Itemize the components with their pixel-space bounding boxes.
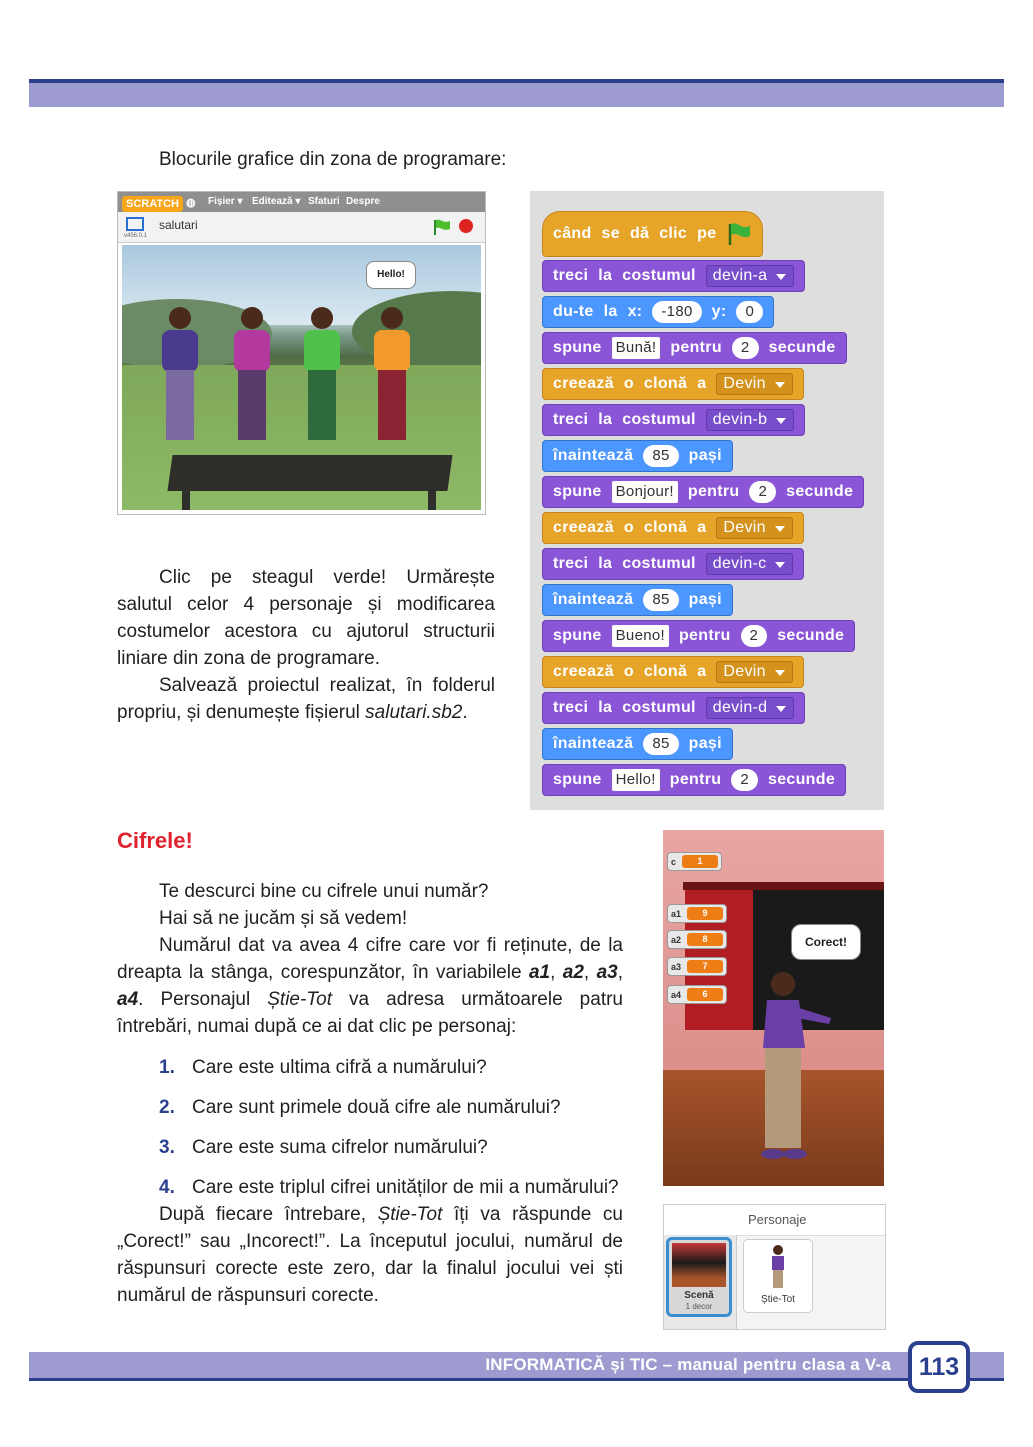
block-word: clic	[659, 225, 688, 242]
four-characters	[142, 300, 442, 450]
block-word: înaintează	[553, 735, 634, 752]
say-text-input[interactable]: Bună!	[612, 337, 661, 359]
say-text-input[interactable]: Bueno!	[612, 625, 669, 647]
block-word: o	[623, 519, 634, 536]
question-number: 4.	[159, 1177, 175, 1198]
question-text: Care este ultima cifră a numărului?	[192, 1057, 487, 1078]
var-name: a3	[596, 962, 618, 983]
scratch-stage-screenshot	[117, 191, 486, 515]
var-name: a2	[562, 962, 584, 983]
code-blocks-panel	[530, 191, 884, 810]
speech-bubble: Corect!	[791, 924, 861, 960]
block-word: creează	[553, 519, 614, 536]
create-clone-block[interactable]	[542, 512, 804, 544]
secs-input[interactable]: 2	[732, 337, 759, 359]
block-word: pentru	[669, 771, 722, 788]
block-word: costumul	[622, 699, 696, 716]
question-text: Care sunt primele două cifre ale numărului?	[192, 1097, 561, 1118]
clone-dropdown[interactable]: Devin	[716, 517, 792, 539]
var-name: a1	[528, 962, 551, 983]
block-word: secunde	[768, 771, 836, 788]
block-word: înaintează	[553, 447, 634, 464]
question-item	[117, 1054, 623, 1081]
scene-sublabel: 1 decor	[685, 1302, 713, 1311]
var-label: a3	[671, 961, 682, 972]
block-word: la	[598, 555, 613, 572]
steps-input[interactable]: 85	[643, 733, 678, 755]
block-word: clonă	[643, 663, 688, 680]
block-word: x:	[627, 303, 643, 320]
text-run: va adresa următoarele patru întrebări, numai după ce ai dat clic pe personaj:	[117, 989, 623, 1037]
block-word: clonă	[643, 375, 688, 392]
question-item	[117, 1174, 623, 1201]
question-text: Care este suma cifrelor numărului?	[192, 1137, 488, 1158]
question-text: Care este triplul cifrei unităților de mii a numărului?	[192, 1177, 619, 1198]
cif-paragraph-3	[117, 932, 623, 1040]
costume-dropdown[interactable]: devin-c	[706, 553, 794, 575]
move-steps-block[interactable]	[542, 440, 733, 472]
menu-edit[interactable]: Editează ▾	[252, 196, 301, 207]
block-word: spune	[553, 339, 602, 356]
sprites-header: Personaje	[748, 1212, 807, 1227]
var-label: c	[671, 856, 677, 867]
switch-costume-block[interactable]	[542, 404, 805, 436]
character-magenta	[234, 307, 270, 440]
character-purple	[162, 307, 198, 440]
block-word: creează	[553, 375, 614, 392]
var-label: a2	[671, 934, 682, 945]
say-text-input[interactable]: Hello!	[612, 769, 660, 791]
block-word: costumul	[622, 555, 696, 572]
block-word: pentru	[687, 483, 740, 500]
cif-paragraph-4	[117, 1201, 623, 1309]
scene-column	[664, 1235, 737, 1329]
stie-tot-character[interactable]	[753, 968, 843, 1168]
cif-paragraph-2: Hai să ne jucăm și să vedem!	[159, 908, 408, 929]
block-word: pași	[688, 735, 722, 752]
question-number: 3.	[159, 1137, 175, 1158]
block-word: secunde	[786, 483, 854, 500]
block-word: du-te	[553, 303, 594, 320]
sprites-header-bar	[664, 1205, 885, 1236]
character-orange	[374, 307, 410, 440]
move-steps-block[interactable]	[542, 728, 733, 760]
intro-text: Blocurile grafice din zona de programare:	[159, 149, 507, 170]
questions-list	[117, 1054, 623, 1201]
block-word: spune	[553, 771, 602, 788]
question-item	[117, 1134, 623, 1161]
block-word: la	[598, 699, 613, 716]
variable-monitor	[667, 904, 727, 923]
character-name: Știe-Tot	[377, 1204, 443, 1225]
globe-icon[interactable]: ◍	[186, 197, 196, 209]
costume-dropdown[interactable]: devin-d	[706, 697, 795, 719]
block-word: la	[598, 267, 613, 284]
say-for-secs-block[interactable]	[542, 476, 864, 508]
block-word: a	[697, 519, 707, 536]
footer-rule	[29, 1378, 1004, 1381]
block-word: costumul	[622, 411, 696, 428]
var-label: a4	[671, 989, 682, 1000]
menu-tips[interactable]: Sfaturi	[308, 196, 340, 207]
block-word: se	[601, 225, 620, 242]
say-for-secs-block[interactable]	[542, 332, 847, 364]
block-word: creează	[553, 663, 614, 680]
block-word: pe	[697, 225, 717, 242]
scratch-logo: SCRATCH	[122, 196, 183, 212]
block-word: înaintează	[553, 591, 634, 608]
block-word: o	[623, 663, 634, 680]
page-number: 113	[908, 1341, 970, 1393]
question-number: 1.	[159, 1057, 175, 1078]
cifrele-body	[117, 878, 623, 1309]
sprite-image	[766, 1244, 790, 1290]
block-word: pentru	[678, 627, 731, 644]
quiz-stage-screenshot	[663, 830, 884, 1186]
when-flag-clicked-block[interactable]	[542, 211, 763, 257]
say-for-secs-block[interactable]	[542, 764, 846, 796]
create-clone-block[interactable]	[542, 656, 804, 688]
header-band	[29, 83, 1004, 107]
var-value: 9	[687, 907, 723, 920]
menu-file[interactable]: Fișier ▾	[208, 196, 243, 207]
block-word: treci	[553, 411, 589, 428]
move-steps-block[interactable]	[542, 584, 733, 616]
question-item	[117, 1094, 623, 1121]
bench-leg	[428, 491, 436, 510]
variable-monitor	[667, 852, 722, 871]
para-click-flag: Clic pe steagul verde! Urmărește salutul celor 4 personaje și modificarea costumelor acestora cu ajutorul structurii liniare din zona de programare.	[117, 567, 495, 669]
stage-toolbar	[118, 212, 485, 243]
bench-leg	[182, 491, 190, 510]
fullscreen-icon[interactable]	[126, 217, 144, 231]
block-word: o	[623, 375, 634, 392]
scene-image	[672, 1243, 726, 1287]
block-word: a	[697, 663, 707, 680]
text-run: ,	[617, 962, 623, 983]
variable-monitor	[667, 930, 727, 949]
project-title[interactable]: salutari	[159, 218, 198, 232]
say-text-input[interactable]: Bonjour!	[612, 481, 678, 503]
costume-dropdown[interactable]: devin-b	[706, 409, 795, 431]
switch-costume-block[interactable]	[542, 548, 804, 580]
block-word: pentru	[670, 339, 722, 356]
character-name: Știe-Tot	[267, 989, 333, 1010]
block-word: treci	[553, 267, 589, 284]
block-word: când	[553, 225, 592, 242]
create-clone-block[interactable]	[542, 368, 804, 400]
block-word: y:	[711, 303, 727, 320]
text-run: îți va răspunde cu „Corect!” sau „Incorect!”. La începutul jocului, numărul de răspunsuri corecte este zero, dar la finalul jocului vei ști numărul de răspunsuri corecte.	[117, 1204, 623, 1306]
costume-dropdown[interactable]: devin-a	[706, 265, 795, 287]
var-value: 6	[687, 988, 723, 1001]
secs-input[interactable]: 2	[741, 625, 768, 647]
footer-title: INFORMATICĂ și TIC – manual pentru clasa a V-a	[485, 1355, 891, 1374]
block-word: spune	[553, 627, 602, 644]
block-word: secunde	[768, 339, 836, 356]
speech-bubble: Hello!	[366, 261, 416, 289]
text-run: .	[462, 702, 468, 723]
x-input[interactable]: -180	[652, 301, 701, 323]
block-word: pași	[688, 591, 722, 608]
stop-icon[interactable]	[459, 219, 473, 233]
sprite-label: Știe-Tot	[761, 1294, 795, 1305]
block-word: treci	[553, 555, 589, 572]
steps-input[interactable]: 85	[643, 445, 678, 467]
block-word: a	[697, 375, 707, 392]
version-label: v456.0.1	[124, 233, 148, 239]
variable-monitor	[667, 957, 727, 976]
text-run: Numărul dat va avea 4 cifre care vor fi reținute, de la dreapta la stânga, corespunzător, în variabilele	[117, 935, 623, 983]
text-run: Salvează proiectul realizat, în folderul propriu, și denumește fișierul	[117, 675, 495, 723]
block-word: la	[598, 411, 613, 428]
scratch-menubar	[118, 192, 485, 212]
switch-costume-block[interactable]	[542, 692, 805, 724]
green-flag-icon	[726, 222, 752, 246]
clone-dropdown[interactable]: Devin	[716, 373, 792, 395]
block-word: secunde	[777, 627, 845, 644]
secs-input[interactable]: 2	[731, 769, 758, 791]
cif-paragraph-1: Te descurci bine cu cifrele unui număr?	[159, 881, 489, 902]
curtain-rod	[683, 882, 884, 890]
go-to-xy-block[interactable]	[542, 296, 774, 328]
green-flag-icon[interactable]	[432, 218, 452, 236]
var-value: 8	[687, 933, 723, 946]
sprites-panel	[663, 1204, 886, 1330]
sprite-thumbnail[interactable]	[743, 1239, 813, 1313]
block-word: dă	[629, 225, 650, 242]
steps-input[interactable]: 85	[643, 589, 678, 611]
file-name: salutari.sb2	[365, 702, 463, 723]
section-title: Cifrele!	[117, 828, 193, 853]
instruction-paragraph	[117, 564, 495, 726]
text-run: . Personajul	[138, 989, 268, 1010]
para-save	[117, 672, 495, 726]
block-word: treci	[553, 699, 589, 716]
clone-dropdown[interactable]: Devin	[716, 661, 792, 683]
bench	[167, 455, 452, 491]
y-input[interactable]: 0	[736, 301, 763, 323]
say-for-secs-block[interactable]	[542, 620, 855, 652]
variable-monitor	[667, 985, 727, 1004]
scene-thumbnail[interactable]	[666, 1237, 732, 1317]
scene-label: Scenă	[684, 1290, 714, 1301]
block-word: la	[603, 303, 618, 320]
secs-input[interactable]: 2	[749, 481, 776, 503]
text-run: ,	[550, 962, 563, 983]
stage-scene	[122, 245, 481, 510]
block-word: clonă	[643, 519, 688, 536]
block-word: costumul	[622, 267, 696, 284]
menu-about[interactable]: Despre	[346, 196, 380, 207]
block-word: spune	[553, 483, 602, 500]
var-value: 1	[682, 855, 718, 868]
block-word: pași	[688, 447, 722, 464]
var-value: 7	[687, 960, 723, 973]
var-label: a1	[671, 908, 682, 919]
var-name: a4	[117, 989, 139, 1010]
question-number: 2.	[159, 1097, 175, 1118]
text-run: După fiecare întrebare,	[159, 1204, 378, 1225]
switch-costume-block[interactable]	[542, 260, 805, 292]
text-run: ,	[583, 962, 597, 983]
character-green	[304, 307, 340, 440]
